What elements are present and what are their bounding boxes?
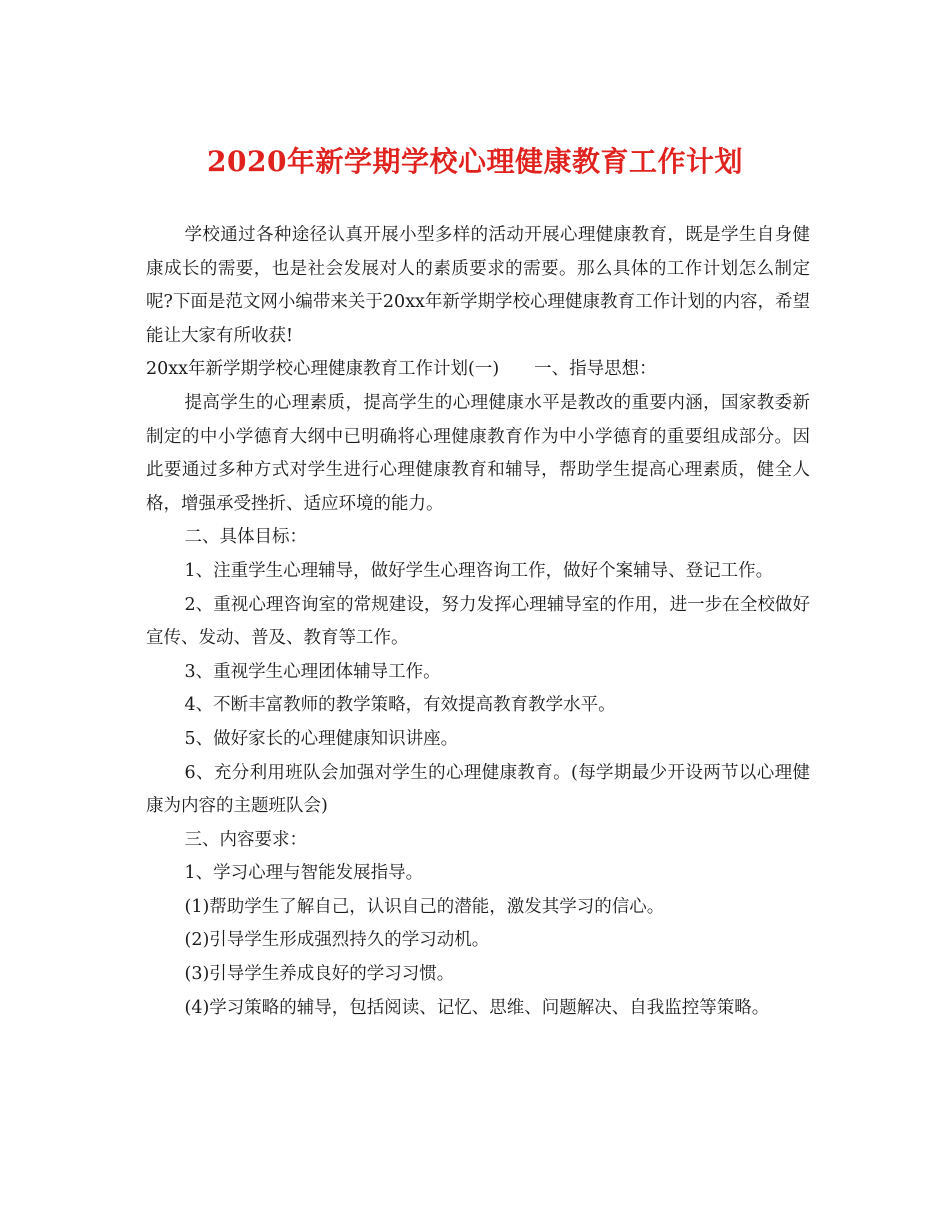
paragraph: 1、注重学生心理辅导，做好学生心理咨询工作，做好个案辅导、登记工作。 (184, 560, 774, 581)
paragraph: 三、内容要求： (184, 829, 307, 850)
paragraph: 20xx年新学期学校心理健康教育工作计划(一) 一、指导思想： (146, 359, 657, 380)
paragraph: 5、做好家长的心理健康知识讲座。 (184, 728, 459, 749)
paragraph: 二、具体目标： (184, 527, 307, 548)
paragraph: 3、重视学生心理团体辅导工作。 (184, 661, 441, 682)
paragraph: 学校通过各种途径认真开展小型多样的活动开展心理健康教育，既是学生自身健康成长的需要，也是社会发展对人的素质要求的需要。那么具体的工作计划怎么制定呢?下面是范文网小编带来关于20xx年新学期学校心理健康教育工作计划的内容，希望能让大家有所收获! (146, 225, 810, 346)
paragraph: 4、不断丰富教师的教学策略，有效提高教育教学水平。 (184, 695, 616, 716)
paragraph: (1)帮助学生了解自己，认识自己的潜能，激发其学习的信心。 (184, 896, 665, 917)
paragraph: 1、学习心理与智能发展指导。 (184, 863, 424, 884)
document-body (146, 219, 810, 1025)
paragraph: (3)引导学生养成良好的学习习惯。 (184, 964, 455, 985)
paragraph: 2、重视心理咨询室的常规建设，努力发挥心理辅导室的作用，进一步在全校做好宣传、发动、普及、教育等工作。 (146, 594, 810, 649)
paragraph: (2)引导学生形成强烈持久的学习动机。 (184, 930, 490, 951)
paragraph: 6、充分利用班队会加强对学生的心理健康教育。(每学期最少开设两节以心理健康为内容的主题班队会) (146, 762, 810, 817)
paragraph: 提高学生的心理素质，提高学生的心理健康水平是教改的重要内涵，国家教委新制定的中小学德育大纲中已明确将心理健康教育作为中小学德育的重要组成部分。因此要通过多种方式对学生进行心理健康教育和辅导，帮助学生提高心理素质，健全人格，增强承受挫折、适应环境的能力。 (146, 392, 810, 514)
paragraph: (4)学习策略的辅导，包括阅读、记忆、思维、问题解决、自我监控等策略。 (184, 997, 770, 1018)
document-title: 2020年新学期学校心理健康教育工作计划 (207, 145, 743, 178)
